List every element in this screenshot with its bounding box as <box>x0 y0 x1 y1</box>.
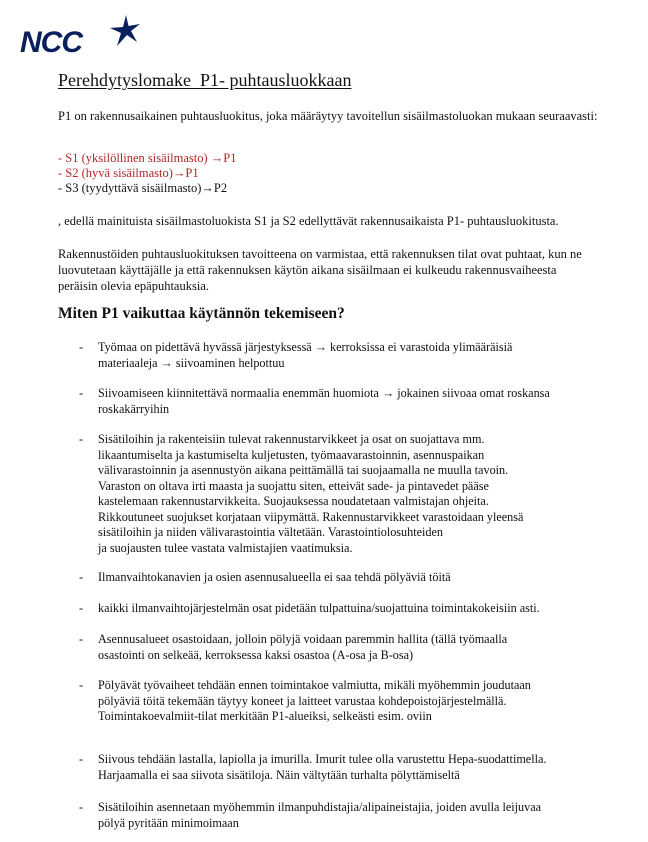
class-list <box>58 151 236 196</box>
bullet-marker: - <box>79 752 84 766</box>
text-line: Varaston on oltava irti maasta ja suojattu siten, etteivät sade- ja pintavedet pääse <box>98 478 489 493</box>
text-line: likaantumiselta ja kastumiselta kuljetusten, työmaavarastoinnin, asennuspaikan <box>98 447 485 462</box>
bullet-marker: - <box>79 570 84 584</box>
text-line: materiaaleja → siivoaminen helpottuu <box>98 355 285 370</box>
goal-paragraph: Rakennustöiden puhtausluokituksen tavoitteena on varmistaa, että rakennuksen tilat ovat puhtaat, kun ne luovutetaan käyttäjälle ja että rakennuksen käytön aikana sisäilmaan ei kulkeudu rakennusvaiheesta peräisin olevia epäpuhtauksia. <box>58 247 582 293</box>
bullet-marker: - <box>79 432 84 446</box>
list-item-text <box>98 678 608 725</box>
text-line: Siivoamiseen kiinnitettävä normaalia enemmän huomiota → jokainen siivoaa omat roskansa <box>98 386 550 400</box>
text-line: Toimintakoevalmiit-tilat merkitään P1-alueiksi, selkeästi esim. oviin <box>98 709 432 723</box>
text-line: Ilmanvaihtokanavien ja osien asennusalueella ei saa tehdä pölyäviä töitä <box>98 570 451 584</box>
bullet-marker: - <box>79 632 84 646</box>
text-line: ja suojausten tulee vastata valmistajien vaatimuksia. <box>98 540 353 555</box>
text-line: Työmaa on pidettävä hyvässä järjestyksessä → kerroksissa ei varastoida ylimääräisiä <box>98 340 513 354</box>
class-item-s2: - S2 (hyvä sisäilmasto)→P1 <box>58 166 199 180</box>
list-item-text <box>98 601 608 617</box>
class-item-s3: - S3 (tyydyttävä sisäilmasto)→P2 <box>58 181 228 195</box>
logo-text: NCC <box>20 26 82 59</box>
list-item-text <box>98 752 608 783</box>
list-item-text <box>98 800 608 831</box>
list-item-text <box>98 432 608 556</box>
note-paragraph: , edellä mainituista sisäilmastoluokista S1 ja S2 edellyttävät rakennusaikaista P1- puhtausluokitusta. <box>58 214 559 228</box>
bullet-marker: - <box>79 800 84 814</box>
star-icon <box>106 14 142 50</box>
text-line: Sisätiloihin asennetaan myöhemmin ilmanpuhdistajia/alipaineistajia, joiden avulla leijuvaa <box>98 800 542 814</box>
text-line: Sisätiloihin ja rakenteisiin tulevat rakennustarvikkeet ja osat on suojattava mm. <box>98 432 485 446</box>
list-item-text <box>98 340 608 371</box>
ncc-logo <box>20 14 142 62</box>
text-line: pölyäviä töitä tekemään täytyy koneet ja laitteet varustaa kohdepoistojärjestelmällä. <box>98 693 507 708</box>
text-line: Pölyävät työvaiheet tehdään ennen toimintakoe valmiutta, mikäli myöhemmin joudutaan <box>98 678 531 692</box>
page-title: Perehdytyslomake P1- puhtausluokkaan <box>58 70 352 90</box>
text-line: Rikkoutuneet suojukset korjataan viipymättä. Rakennustarvikkeet varastoidaan yleensä <box>98 509 524 524</box>
text-line: Harjaamalla ei saa siivota sisätiloja. Näin vältytään turhalta pölyttämiseltä <box>98 767 460 782</box>
text-line: roskakärryihin <box>98 401 170 416</box>
bullet-marker: - <box>79 386 84 400</box>
text-line: Siivous tehdään lastalla, lapiolla ja imurilla. Imurit tulee olla varustettu Hepa-suodattimella. <box>98 752 547 766</box>
section-heading: Miten P1 vaikuttaa käytännön tekemiseen? <box>58 305 345 322</box>
text-line: kaikki ilmanvaihtojärjestelmän osat pidetään tulpattuina/suojattuina toimintakokeisiin asti. <box>98 601 540 615</box>
text-line: välivarastoinnin ja asennustyön aikana peittämällä tai suojaamalla ne muulla tavoin. <box>98 463 509 477</box>
text-line: kastelemaan rakennustarvikkeita. Suojauksessa noudatetaan valmistajan ohjeita. <box>98 494 489 508</box>
bullet-marker: - <box>79 678 84 692</box>
bullet-marker: - <box>79 601 84 615</box>
class-item-s1: - S1 (yksilöllinen sisäilmasto) →P1 <box>58 151 237 165</box>
list-item-text <box>98 386 608 417</box>
text-line: pölyä pyritään minimoimaan <box>98 815 239 830</box>
intro-paragraph: P1 on rakennusaikainen puhtausluokitus, joka määräytyy tavoitellun sisäilmastoluokan mukaan seuraavasti: <box>58 109 598 123</box>
list-item-text <box>98 570 608 586</box>
text-line: Asennusalueet osastoidaan, jolloin pölyjä voidaan paremmin hallita (tällä työmaalla <box>98 632 508 646</box>
text-line: osastointi on selkeää, kerroksessa kaksi osastoa (A-osa ja B-osa) <box>98 647 414 662</box>
text-line: sisätiloihin ja niiden välivarastointia vältetään. Varastointiolosuhteiden <box>98 525 444 539</box>
bullet-marker: - <box>79 340 84 354</box>
list-item-text <box>98 632 608 663</box>
